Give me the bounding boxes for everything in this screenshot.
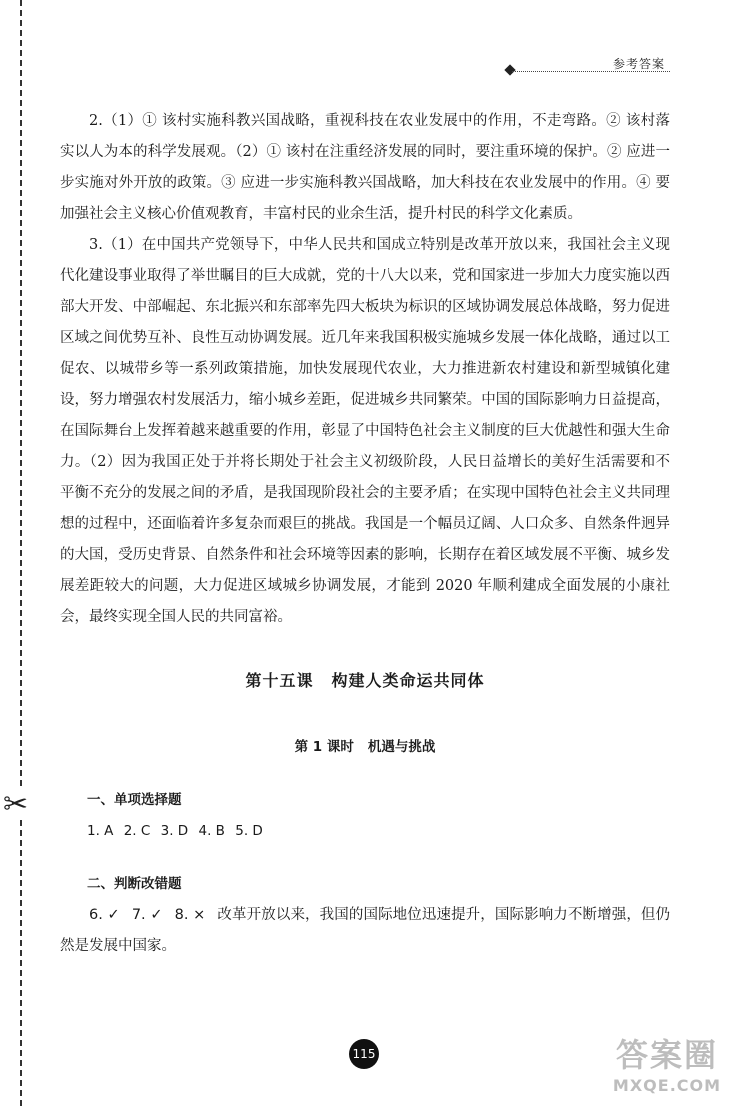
answer-content <box>60 106 670 962</box>
watermark <box>592 1030 742 1100</box>
period-title <box>60 732 670 763</box>
judge-mark: 6. ✓ <box>89 907 120 923</box>
answer-item: 4. B <box>198 823 225 839</box>
cut-line <box>20 0 22 1106</box>
answer-q2: 2.（1）① 该村实施科教兴国战略，重视科技在农业发展中的作用，不走弯路。② 该村落实以人为本的科学发展观。（2）① 该村在注重经济发展的同时，要注重环境的保护。② 应进一步实施对外开放的政策。③ 应进一步实施科教兴国战略，加大科技在农业发展中的作用。④ 要加强社会主义核心价值观教育，丰富村民的业余生活，提升村民的科学文化素质。 <box>60 113 670 222</box>
page-number: 115 <box>349 1039 379 1069</box>
header-label: 参考答案 <box>612 57 665 71</box>
section-heading-judgment: 二、判断改错题 <box>87 876 182 892</box>
judge-mark: 7. ✓ <box>131 907 163 923</box>
answer-item: 1. A <box>87 823 114 839</box>
header-diamond-icon <box>504 64 515 75</box>
watermark-logo-text: 答案圈 <box>615 1036 718 1074</box>
judge-mark: 8. × <box>174 907 206 923</box>
period-name: 机遇与挑战 <box>367 739 436 755</box>
answer-item: 2. C <box>123 823 151 839</box>
lesson-number: 第十五课 <box>245 671 314 690</box>
answer-item: 5. D <box>235 823 263 839</box>
judgment-answers <box>60 900 670 962</box>
scissors-icon: ✂ <box>3 787 29 822</box>
single-choice-answers <box>60 816 670 847</box>
lesson-title <box>60 665 670 696</box>
period-number: 第 1 课时 <box>294 739 354 755</box>
section-heading-single-choice: 一、单项选择题 <box>87 792 182 808</box>
judgment-explanation: 改革开放以来，我国的国际地位迅速提升，国际影响力不断增强，但仍然是发展中国家。 <box>60 907 671 954</box>
answer-item: 3. D <box>160 823 189 839</box>
watermark-url: MXQE.COM <box>612 1076 722 1095</box>
answer-q3: 3.（1）在中国共产党领导下，中华人民共和国成立特别是改革开放以来，我国社会主义现代化建设事业取得了举世瞩目的巨大成就，党的十八大以来，党和国家进一步加大力度实施以西部大开发、中部崛起、东北振兴和东部率先四大板块为标识的区域协调发展总体战略，努力促进区域之间优势互补、良性互动协调发展。近几年来我国积极实施城乡发展一体化战略，通过以工促农、以城带乡等一系列政策措施，加快发展现代农业，大力推进新农村建设和新型城镇化建设，努力增强农村发展活力，缩小城乡差距，促进城乡共同繁荣。中国的国际影响力日益提高，在国际舞台上发挥着越来越重要的作用，彰显了中国特色社会主义制度的巨大优越性和强大生命力。（2）因为我国正处于并将长期处于社会主义初级阶段，人民日益增长的美好生活需要和不平衡不充分的发展之间的矛盾，是我国现阶段社会的主要矛盾；在实现中国特色社会主义共同理想的过程中，还面临着许多复杂而艰巨的挑战。我国是一个幅员辽阔、人口众多、自然条件迥异的大国，受历史背景、自然条件和社会环境等因素的影响，长期存在着区域发展不平衡、城乡发展差距较大的问题，大力促进区域城乡协调发展，才能到 2020 年顺利建成全面发展的小康社会，最终实现全国人民的共同富裕。 <box>60 237 670 625</box>
lesson-name: 构建人类命运共同体 <box>331 671 485 690</box>
